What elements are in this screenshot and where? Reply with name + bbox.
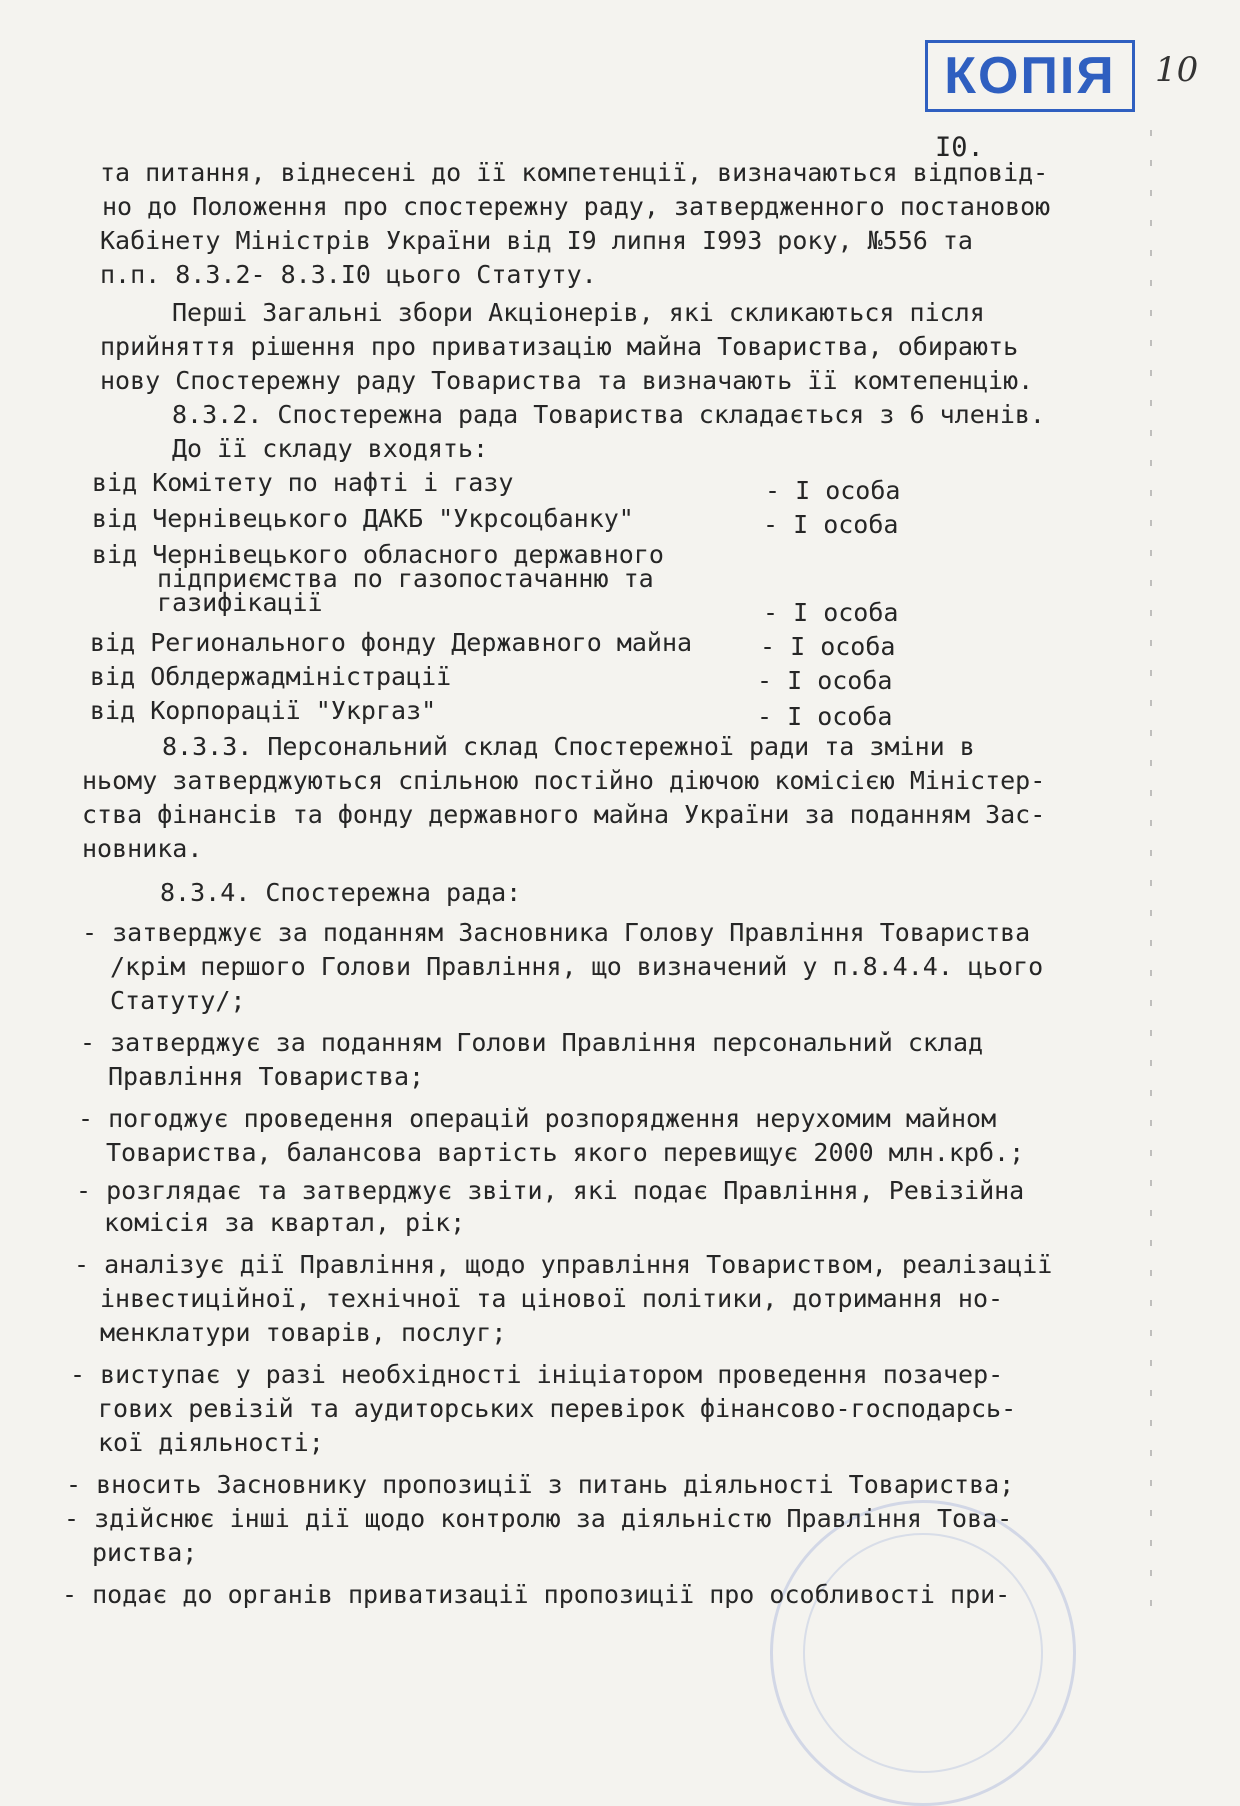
- text-line: ства фінансів та фонду державного майна України за поданням Зас-: [82, 800, 1046, 829]
- text-line: ньому затверджуються спільною постійно діючою комісією Міністер-: [82, 766, 1046, 795]
- member-org: від Корпорації "Укргаз": [90, 696, 437, 725]
- binding-margin-marks: [1150, 130, 1152, 1630]
- text-line: - аналізує дії Правління, щодо управління Товариством, реалізації: [74, 1250, 1053, 1279]
- member-count: - I особа: [760, 632, 896, 661]
- text-line: - здійснює інші дії щодо контролю за діяльністю Правління Това-: [64, 1504, 1013, 1533]
- member-org: від Чернівецького обласного державного: [92, 540, 664, 569]
- copy-stamp: [925, 40, 1135, 112]
- text-line: кої діяльності;: [98, 1428, 324, 1457]
- text-line: 8.3.4. Спостережна рада:: [160, 878, 522, 907]
- text-line: риства;: [92, 1538, 198, 1567]
- text-line: гових ревізій та аудиторських перевірок фінансово-господарсь-: [98, 1394, 1017, 1423]
- text-line: та питання, віднесені до її компетенції, визначаються відповід-: [100, 158, 1049, 187]
- text-line: - вносить Засновнику пропозиції з питань діяльності Товариства;: [66, 1470, 1015, 1499]
- text-line: /крім першого Голови Правління, що визначений у п.8.4.4. цього: [110, 952, 1044, 981]
- text-line: новника.: [82, 834, 203, 863]
- member-org: від Комітету по нафті і газу: [92, 468, 514, 497]
- text-line: Перші Загальні збори Акціонерів, які скликаються після: [172, 298, 985, 327]
- text-line: - подає до органів приватизації пропозиції про особливості при-: [62, 1580, 1011, 1609]
- member-org: від Облдержадміністрації: [90, 662, 452, 691]
- text-line: 8.3.3. Персональний склад Спостережної ради та зміни в: [162, 732, 975, 761]
- text-line: Правління Товариства;: [108, 1062, 425, 1091]
- text-line: - затверджує за поданням Голови Правління персональний склад: [80, 1028, 984, 1057]
- text-line: - погоджує проведення операцій розпорядження нерухомим майном: [78, 1104, 997, 1133]
- member-count: - I особа: [763, 598, 899, 627]
- text-line: - виступає у разі необхідності ініціатором проведення позачер-: [70, 1360, 1004, 1389]
- text-line: менклатури товарів, послуг;: [100, 1318, 507, 1347]
- member-org: від Регионального фонду Державного майна: [90, 628, 693, 657]
- text-line: нову Спостережну раду Товариства та визначають її комтепенцію.: [100, 366, 1034, 395]
- member-count: - I особа: [757, 702, 893, 731]
- member-org: підприємства по газопостачанню та: [157, 564, 654, 593]
- handwritten-sheet-number: 10: [1155, 50, 1199, 90]
- text-line: Кабінету Міністрів України від I9 липня I993 року, №556 та: [100, 226, 973, 255]
- page-number: I0.: [935, 132, 984, 163]
- member-org: газифікації: [157, 588, 323, 617]
- member-count: - I особа: [757, 666, 893, 695]
- member-org: від Чернівецького ДАКБ "Укрсоцбанку": [92, 504, 634, 533]
- text-line: Товариства, балансова вартість якого перевищує 2000 млн.крб.;: [106, 1138, 1025, 1167]
- text-line: п.п. 8.3.2- 8.3.I0 цього Статуту.: [100, 260, 597, 289]
- text-line: 8.3.2. Спостережна рада Товариства складається з 6 членів.: [172, 400, 1045, 429]
- text-line: комісія за квартал, рік;: [104, 1208, 466, 1237]
- text-line: прийняття рішення про приватизацію майна Товариства, обирають: [100, 332, 1019, 361]
- text-line: Статуту/;: [110, 986, 246, 1015]
- member-count: - I особа: [765, 476, 901, 505]
- text-line: - затверджує за поданням Засновника Голову Правління Товариства: [82, 918, 1031, 947]
- text-line: До її складу входять:: [172, 434, 489, 463]
- copy-stamp-text: КОПІЯ: [944, 47, 1116, 105]
- faded-seal: [770, 1500, 1076, 1806]
- text-line: но до Положення про спостережну раду, затвердженного постановою: [102, 192, 1051, 221]
- text-line: інвестиційної, технічної та цінової політики, дотримання но-: [100, 1284, 1004, 1313]
- member-count: - I особа: [763, 510, 899, 539]
- text-line: - розглядає та затверджує звіти, які подає Правління, Ревізійна: [76, 1176, 1025, 1205]
